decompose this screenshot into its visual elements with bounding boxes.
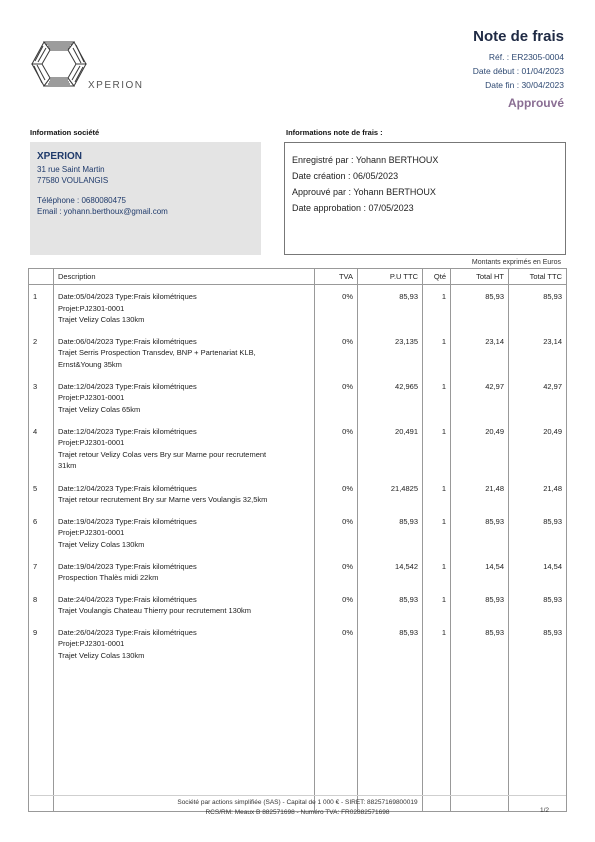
cell-pu: 85,93 (358, 285, 423, 330)
cell-num: 1 (29, 285, 54, 330)
description-line: Projet:PJ2301-0001 (58, 303, 125, 313)
creation-date: Date création : 06/05/2023 (292, 171, 399, 181)
cell-pu: 42,965 (358, 375, 423, 420)
cell-num: 8 (29, 588, 54, 621)
cell-description (54, 510, 315, 555)
cell-qty: 1 (423, 375, 451, 420)
table-row (29, 477, 567, 510)
cell-total-ttc: 21,48 (509, 477, 567, 510)
cell-description (54, 588, 315, 621)
cell-num: 7 (29, 555, 54, 588)
cell-tva: 0% (315, 510, 358, 555)
cell-total-ht: 21,48 (451, 477, 509, 510)
xperion-logo-icon (30, 36, 88, 94)
description-line: Ernst&Young 35km (58, 359, 122, 369)
cell-total-ttc: 85,93 (509, 621, 567, 662)
start-date: Date début : 01/04/2023 (472, 66, 564, 76)
description-line: Date:19/04/2023 Type:Frais kilométriques (58, 516, 197, 526)
col-header-tva: TVA (315, 269, 358, 285)
cell-total-ttc: 14,54 (509, 555, 567, 588)
cell-tva: 0% (315, 588, 358, 621)
cell-tva: 0% (315, 285, 358, 330)
table-row (29, 588, 567, 621)
col-header-num (29, 269, 54, 285)
cell-description (54, 330, 315, 375)
footer-line2: RCS/RM: Meaux B 882571698 - Numéro TVA: FR02882571698 (205, 808, 390, 816)
col-header-qty: Qté (423, 269, 451, 285)
description-line: Trajet Velizy Colas 130km (58, 650, 145, 660)
empty-cell (509, 661, 567, 811)
description-line: Projet:PJ2301-0001 (58, 639, 125, 648)
reference-number: Réf. : ER2305-0004 (488, 52, 564, 62)
col-header-total-ttc: Total TTC (509, 269, 567, 285)
description-line: Date:19/04/2023 Type:Frais kilométriques (58, 561, 197, 571)
cell-total-ttc: 85,93 (509, 588, 567, 621)
cell-tva: 0% (315, 375, 358, 420)
approval-date: Date approbation : 07/05/2023 (292, 203, 414, 213)
currency-note: Montants exprimés en Euros (471, 259, 561, 266)
col-header-total-ht: Total HT (451, 269, 509, 285)
cell-total-ttc: 20,49 (509, 420, 567, 477)
company-email: Email : yohann.berthoux@gmail.com (37, 206, 168, 216)
cell-tva: 0% (315, 330, 358, 375)
table-filler-row (29, 661, 567, 811)
description-line: Trajet retour Velizy Colas vers Bry sur Marne pour recrutement (58, 449, 267, 459)
cell-total-ttc: 42,97 (509, 375, 567, 420)
cell-pu: 14,542 (358, 555, 423, 588)
note-section-label: Informations note de frais : (286, 128, 383, 137)
cell-tva: 0% (315, 555, 358, 588)
cell-pu: 85,93 (358, 510, 423, 555)
table-row (29, 375, 567, 420)
cell-qty: 1 (423, 621, 451, 662)
page-number: 1/2 (539, 807, 549, 814)
cell-total-ht: 85,93 (451, 588, 509, 621)
cell-qty: 1 (423, 330, 451, 375)
cell-total-ht: 23,14 (451, 330, 509, 375)
cell-description (54, 285, 315, 330)
expense-table (28, 268, 567, 812)
description-line: Trajet Velizy Colas 130km (58, 315, 145, 324)
table-row (29, 420, 567, 477)
cell-num: 2 (29, 330, 54, 375)
company-logo (30, 36, 145, 94)
cell-total-ht: 20,49 (451, 420, 509, 477)
company-address-line2: 77580 VOULANGIS (37, 175, 109, 185)
cell-pu: 85,93 (358, 621, 423, 662)
registered-by: Enregistré par : Yohann BERTHOUX (292, 155, 439, 165)
company-phone: Téléphone : 0680080475 (37, 196, 126, 205)
document-title: Note de frais (473, 28, 564, 45)
cell-pu: 23,135 (358, 330, 423, 375)
logo-text: XPERION (88, 80, 144, 91)
cell-total-ht: 42,97 (451, 375, 509, 420)
cell-description (54, 477, 315, 510)
description-line: Date:26/04/2023 Type:Frais kilométriques (58, 627, 197, 637)
description-line: Trajet Velizy Colas 130km (58, 539, 145, 549)
empty-cell (451, 661, 509, 811)
description-line: Projet:PJ2301-0001 (58, 438, 125, 447)
cell-description (54, 555, 315, 588)
cell-description (54, 621, 315, 662)
empty-cell (358, 661, 423, 811)
footer-divider (30, 795, 566, 796)
cell-tva: 0% (315, 621, 358, 662)
cell-tva: 0% (315, 420, 358, 477)
company-section-label: Information société (30, 128, 100, 137)
cell-qty: 1 (423, 588, 451, 621)
cell-total-ht: 14,54 (451, 555, 509, 588)
description-line: Date:12/04/2023 Type:Frais kilométriques (58, 381, 197, 391)
description-line: Prospection Thalès midi 22km (58, 573, 159, 582)
description-line: Trajet Voulangis Chateau Thierry pour recrutement 130km (58, 606, 252, 615)
cell-tva: 0% (315, 477, 358, 510)
description-line: Date:12/04/2023 Type:Frais kilométriques (58, 426, 197, 436)
cell-qty: 1 (423, 477, 451, 510)
end-date: Date fin : 30/04/2023 (485, 80, 564, 90)
description-line: Date:24/04/2023 Type:Frais kilométriques (58, 594, 197, 604)
col-header-description: Description (54, 269, 315, 285)
company-info-box (30, 142, 261, 255)
cell-qty: 1 (423, 285, 451, 330)
cell-qty: 1 (423, 555, 451, 588)
cell-pu: 20,491 (358, 420, 423, 477)
approved-by: Approuvé par : Yohann BERTHOUX (292, 187, 436, 197)
empty-cell (315, 661, 358, 811)
col-header-pu: P.U TTC (358, 269, 423, 285)
empty-cell (54, 661, 315, 811)
cell-total-ht: 85,93 (451, 285, 509, 330)
cell-description (54, 420, 315, 477)
description-line: Projet:PJ2301-0001 (58, 528, 125, 537)
table-row (29, 510, 567, 555)
cell-num: 9 (29, 621, 54, 662)
cell-num: 5 (29, 477, 54, 510)
cell-num: 3 (29, 375, 54, 420)
cell-pu: 21,4825 (358, 477, 423, 510)
company-name: XPERION (37, 151, 83, 162)
cell-qty: 1 (423, 420, 451, 477)
cell-total-ttc: 85,93 (509, 510, 567, 555)
description-line: Date:12/04/2023 Type:Frais kilométriques (58, 483, 197, 493)
table-row (29, 330, 567, 375)
description-line: 31km (58, 461, 77, 470)
description-line: Date:05/04/2023 Type:Frais kilométriques (58, 292, 197, 301)
cell-num: 6 (29, 510, 54, 555)
empty-cell (29, 661, 54, 811)
cell-pu: 85,93 (358, 588, 423, 621)
table-row (29, 285, 567, 330)
empty-cell (423, 661, 451, 811)
status-badge: Approuvé (507, 96, 564, 110)
table-row (29, 621, 567, 662)
table-row (29, 555, 567, 588)
cell-total-ttc: 85,93 (509, 285, 567, 330)
description-line: Trajet Velizy Colas 65km (58, 404, 141, 414)
table-header-row (29, 269, 567, 285)
cell-total-ht: 85,93 (451, 621, 509, 662)
note-info-box (284, 142, 566, 255)
description-line: Trajet Serris Prospection Transdev, BNP + Partenariat KLB, (58, 348, 256, 357)
cell-num: 4 (29, 420, 54, 477)
description-line: Trajet retour recrutement Bry sur Marne vers Voulangis 32,5km (58, 495, 268, 504)
table-body (29, 285, 567, 812)
cell-total-ht: 85,93 (451, 510, 509, 555)
description-line: Projet:PJ2301-0001 (58, 393, 125, 402)
cell-total-ttc: 23,14 (509, 330, 567, 375)
footer-line1: Société par actions simplifiée (SAS) - Capital de 1 000 € - SIRET: 88257169800019 (177, 799, 418, 806)
cell-description (54, 375, 315, 420)
company-address-line1: 31 rue Saint Martin (37, 165, 105, 174)
cell-qty: 1 (423, 510, 451, 555)
description-line: Date:06/04/2023 Type:Frais kilométriques (58, 336, 197, 346)
footer (0, 798, 595, 817)
